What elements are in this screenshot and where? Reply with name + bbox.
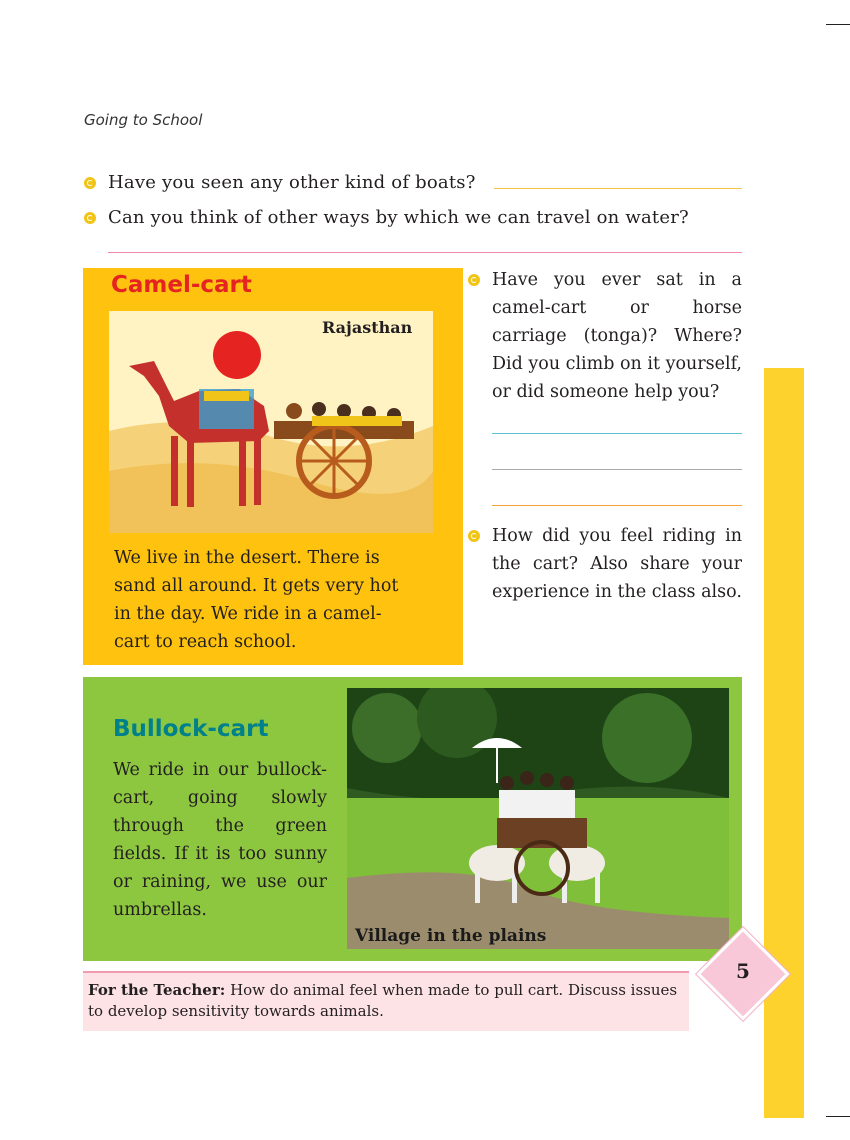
answer-line[interactable] bbox=[108, 252, 742, 253]
question-text: How did you feel riding in the cart? Also share your experience in the class also. bbox=[492, 526, 742, 602]
rajasthan-caption: Rajasthan bbox=[322, 318, 413, 337]
question-boats bbox=[84, 172, 476, 193]
question-text: Can you think of other ways by which we can travel on water? bbox=[108, 207, 689, 228]
page-number: 5 bbox=[736, 959, 750, 983]
camel-cart-illustration bbox=[109, 311, 433, 533]
answer-line[interactable] bbox=[492, 469, 742, 470]
bullet-icon bbox=[84, 212, 96, 224]
answer-line[interactable] bbox=[492, 433, 742, 434]
bullock-cart-text: We ride in our bullock-cart, going slowly through the green fields. If it is too sunny or raining, we use our umbrellas. bbox=[113, 760, 327, 920]
question-water-travel bbox=[84, 207, 689, 228]
teacher-note bbox=[83, 971, 689, 1031]
crop-mark-bottom bbox=[826, 1116, 850, 1117]
bullet-icon bbox=[468, 530, 480, 542]
bullock-cart-photo bbox=[347, 688, 729, 949]
camel-cart-text: We live in the desert. There is sand all around. It gets very hot in the day. We ride in a camel-cart to reach school. bbox=[114, 548, 399, 652]
side-bar bbox=[764, 368, 804, 1118]
answer-line[interactable] bbox=[494, 188, 742, 189]
bullet-icon bbox=[468, 274, 480, 286]
answer-line[interactable] bbox=[492, 505, 742, 506]
bullock-cart-title: Bullock-cart bbox=[113, 716, 269, 742]
crop-mark-top bbox=[826, 24, 850, 25]
bullet-icon bbox=[84, 177, 96, 189]
question-riding-feel bbox=[468, 522, 742, 606]
village-caption: Village in the plains bbox=[355, 926, 547, 946]
question-camel-cart bbox=[468, 266, 742, 406]
teacher-note-label: For the Teacher: bbox=[88, 981, 226, 999]
question-text: Have you ever sat in a camel-cart or horse carriage (tonga)? Where? Did you climb on it yourself, or did someone help you? bbox=[492, 270, 742, 402]
running-header: Going to School bbox=[84, 111, 203, 129]
sun-icon bbox=[213, 331, 261, 379]
camel-cart-title: Camel-cart bbox=[111, 272, 252, 298]
question-text: Have you seen any other kind of boats? bbox=[108, 172, 476, 193]
teacher-note-text: How do animal feel when made to pull cart. Discuss issues to develop sensitivity towards animals. bbox=[88, 981, 678, 1020]
